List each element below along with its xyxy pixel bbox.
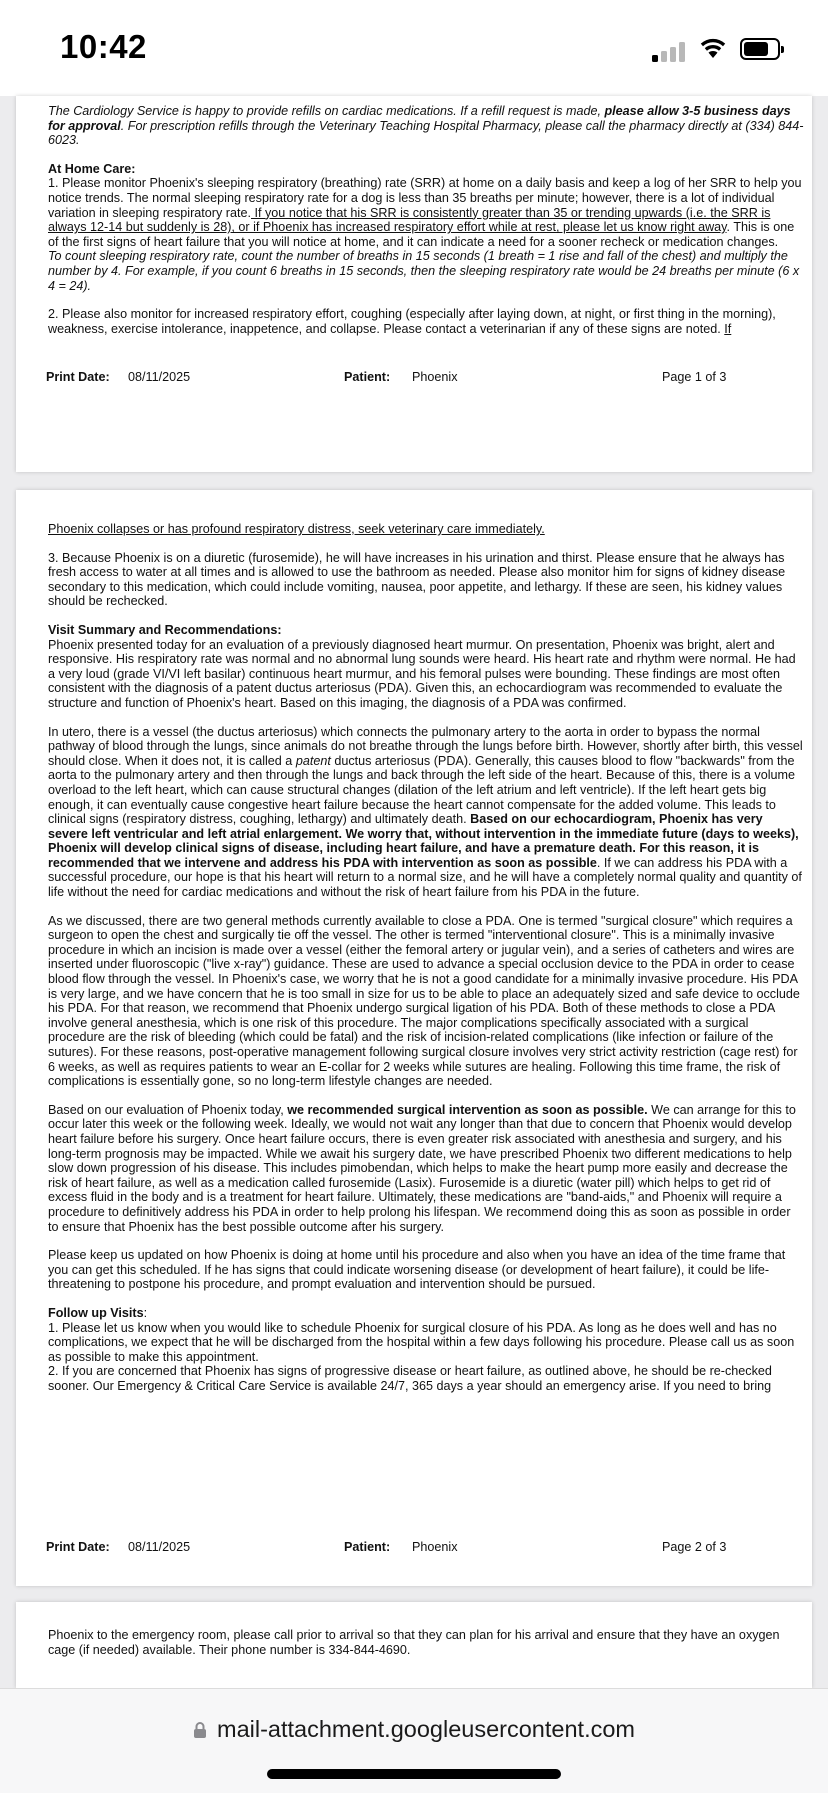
updates-paragraph: Please keep us updated on how Phoenix is doing at home until his procedure and also when you have an idea of the time frame that you can get this scheduled. If he has signs that could indicate worsening disease (or development of heart failure), it could be life-threatening to postpone his procedure, and prompt evaluation and intervention should be pursued. (48, 1248, 786, 1292)
patient-label: Patient: (344, 1540, 391, 1554)
patient-value: Phoenix (412, 1540, 458, 1554)
print-date-label: Print Date: (46, 1540, 110, 1554)
home-care-heading: At Home Care: (48, 161, 136, 176)
document-page-3 (16, 1602, 812, 1688)
wifi-icon (698, 36, 728, 60)
page-2-content (48, 522, 804, 1393)
page-number: Page 1 of 3 (662, 370, 727, 384)
patient-value: Phoenix (412, 370, 458, 384)
lock-icon (193, 1721, 207, 1739)
status-bar (0, 0, 828, 96)
follow-up-item-1: 1. Please let us know when you would like to schedule Phoenix for surgical closure of his PDA. As long as he does well and has no complications, we expect that he will be discharged from the hospital within a few days following his procedure. Please call us as soon as possible to make this appointment. (48, 1320, 795, 1364)
closure-methods-paragraph: As we discussed, there are two general methods currently available to close a PDA. One is termed "surgical closure" which requires a surgeon to open the chest and surgically tie off the vessel. The other is termed "interventional closure". This is a minimally invasive procedure in which an incision is made over a vessel (either the femoral artery or jugular vein), and a series of catheters and wires are inserted under fluoroscopic ("live x-ray") guidance. These are used to advance a special occlusion device to the PDA in order to cease blood flow through the vessel. In Phoenix's case, we worry that he is not a good candidate for a minimally invasive procedure. His PDA is very large, and we have concern that he is too small in size for us to be able to place an adequately sized and safe device to occlude his PDA. For that reason, we recommend that Phoenix undergo surgical ligation of his PDA. Both of these methods to close a PDA involve general anesthesia, which is one risk of this procedure. The major complications specifically associated with a surgical procedure are the risk of bleeding (which could be fatal) and the risk of incision-related complications (like infection or failure of the sutures). For these reasons, post-operative management following surgical closure involves very strict activity restriction (cage rest) for 6 weeks, as well as requires patients to wear an E-collar for 2 weeks while sutures are healing. Following this time frame, the risk of complications is essentially gone, so no long-term lifestyle changes are needed. (48, 913, 800, 1089)
follow-up-heading: Follow up Visits: (48, 1305, 148, 1320)
browser-url-bar[interactable] (0, 1688, 828, 1793)
refill-paragraph: The Cardiology Service is happy to provide refills on cardiac medications. If a refill request is made, please allow 3-5 business days for approval. For prescription refills through the Veterinary Teaching Hospital Pharmacy, please call the pharmacy directly at (334) 844-6023. (48, 104, 804, 148)
page-number: Page 2 of 3 (662, 1540, 727, 1554)
patient-label: Patient: (344, 370, 391, 384)
home-care-item-1: 1. Please monitor Phoenix's sleeping respiratory (breathing) rate (SRR) at home on a daily basis and keep a log of her SRR to help you notice trends. The normal sleeping respiratory rate for a dog is less than 35 breaths per minute; however, there is a lot of individual variation in sleeping respiratory rate. If you notice that his SRR is consistently greater than 35 or trending upwards (i.e. the SRR is always 12-14 but suddenly is 28), or if Phoenix has increased respiratory effort while at rest, please let us know right away. This is one of the first signs of heart failure that you will notice at home, and it can indicate a need for a sooner recheck or medication changes. (48, 176, 802, 249)
pda-explanation-paragraph: In utero, there is a vessel (the ductus arteriosus) which connects the pulmonary artery to the aorta in order to bypass the normal pathway of blood through the lungs, since animals do not breathe through the lungs before birth. However, shortly after birth, this vessel should close. When it does not, it is called a patent ductus arteriosus (PDA). Generally, this causes blood to flow "backwards" from the aorta to the pulmonary artery and then through the lungs and back through the left side of the heart. Because of this, there is a volume overload to the left heart, which can cause structural changes (dilation of the left atrium and left ventricle). If the left heart gets big enough, it can eventually cause congestive heart failure because the heart cannot compensate for the added volume. This leads to clinical signs (respiratory distress, coughing, lethargy) and ultimately death. Based on our echocardiogram, Phoenix has very severe left ventricular and left atrial enlargement. We worry that, without intervention in the immediate future (days to weeks), Phoenix will develop clinical signs of disease, including heart failure, and have a premature death. For this reason, it is recommended that we intervene and address his PDA with intervention as soon as possible. If we can address his PDA with a successful procedure, our hope is that his heart will return to a normal size, and he will have a completely normal quality and quantity of life without the need for cardiac medications and without the risk of heart failure from his PDA in the future. (48, 724, 803, 900)
print-date-value: 08/11/2025 (128, 1540, 191, 1554)
status-time: 10:42 (60, 28, 147, 65)
url-text: mail-attachment.googleusercontent.com (217, 1716, 635, 1742)
page-2-footer (16, 1540, 812, 1560)
home-indicator[interactable] (267, 1769, 561, 1779)
home-care-item-2: 2. Please also monitor for increased respiratory effort, coughing (especially after laying down, at night, or first thing in the morning), weakness, exercise intolerance, inappetence, and collapse. Please contact a veterinarian if any of these signs are noted. If (48, 307, 776, 336)
print-date-label: Print Date: (46, 370, 110, 384)
evaluation-paragraph: Based on our evaluation of Phoenix today, we recommended surgical intervention as soon as possible. We can arrange for this to occur later this week or the following week. Ideally, we would not wait any longer than that due to concern that Phoenix would develop heart failure before his surgery. Once heart failure occurs, there is even greater risk associated with anesthesia and surgery, and his long-term prognosis may be impacted. While we await his surgery date, we have prescribed Phoenix two different medications to help slow down progression of his disease. This includes pimobendan, which helps to make the heart pump more easily and decrease the risk of heart failure, as well as a medication called furosemide (Lasix). Furosemide is a diuretic (water pill) which helps to get rid of excess fluid in the body and is a treatment for heart failure. Ultimately, these medications are "band-aids," and Phoenix will require a procedure to definitively address his PDA in order to help prolong his lifespan. We recommend doing this as soon as possible in order to ensure that Phoenix has the best possible outcome after his surgery. (48, 1102, 796, 1234)
home-care-item-3: 3. Because Phoenix is on a diuretic (furosemide), he will have increases in his urination and thirst. Please ensure that he always has fresh access to water at all times and is allowed to use the bathroom as needed. Please also monitor him for signs of kidney disease secondary to this medication, which could include vomiting, nausea, poor appetite, and lethargy. If these are seen, his kidney values should be rechecked. (48, 550, 786, 609)
page-3-content (48, 1628, 804, 1657)
url-display[interactable] (0, 1716, 828, 1743)
emergency-contact-paragraph: Phoenix to the emergency room, please call prior to arrival so that they can plan for his arrival and ensure that they have an oxygen cage (if needed) available. Their phone number is 334-844-4690. (48, 1628, 780, 1657)
collapse-warning: Phoenix collapses or has profound respiratory distress, seek veterinary care immediately. (48, 522, 545, 536)
battery-icon (740, 38, 780, 60)
summary-paragraph: Phoenix presented today for an evaluation of a previously diagnosed heart murmur. On presentation, Phoenix was bright, alert and responsive. His respiratory rate was normal and no abnormal lung sounds were heard. His heart rate and rhythm were normal. He had a very loud (grade VI/VI left basilar) continuous heart murmur, and his femoral pulses were bounding. These findings are most often consistent with the diagnosis of a patent ductus arteriosus (PDA). Given this, an echocardiogram was recommended to evaluate the structure and function of Phoenix's heart. Based on this imaging, the diagnosis of a PDA was confirmed. (48, 637, 796, 710)
srr-instructions: To count sleeping respiratory rate, count the number of breaths in 15 seconds (1 breath = 1 rise and fall of the chest) and multiply the number by 4. For example, if you count 6 breaths in 15 seconds, then the sleeping respiratory rate would be 24 breaths per minute (6 x 4 = 24). (48, 249, 800, 293)
cellular-signal-icon (652, 40, 688, 62)
page-1-footer (16, 370, 812, 390)
document-page-2 (16, 490, 812, 1586)
follow-up-item-2: 2. If you are concerned that Phoenix has signs of progressive disease or heart failure, as outlined above, he should be re-checked sooner. Our Emergency & Critical Care Service is available 24/7, 365 days a year should an emergency arise. If you need to bring (48, 1364, 772, 1393)
document-page-1 (16, 96, 812, 472)
page-1-content (48, 104, 804, 336)
summary-heading: Visit Summary and Recommendations: (48, 622, 282, 637)
print-date-value: 08/11/2025 (128, 370, 191, 384)
